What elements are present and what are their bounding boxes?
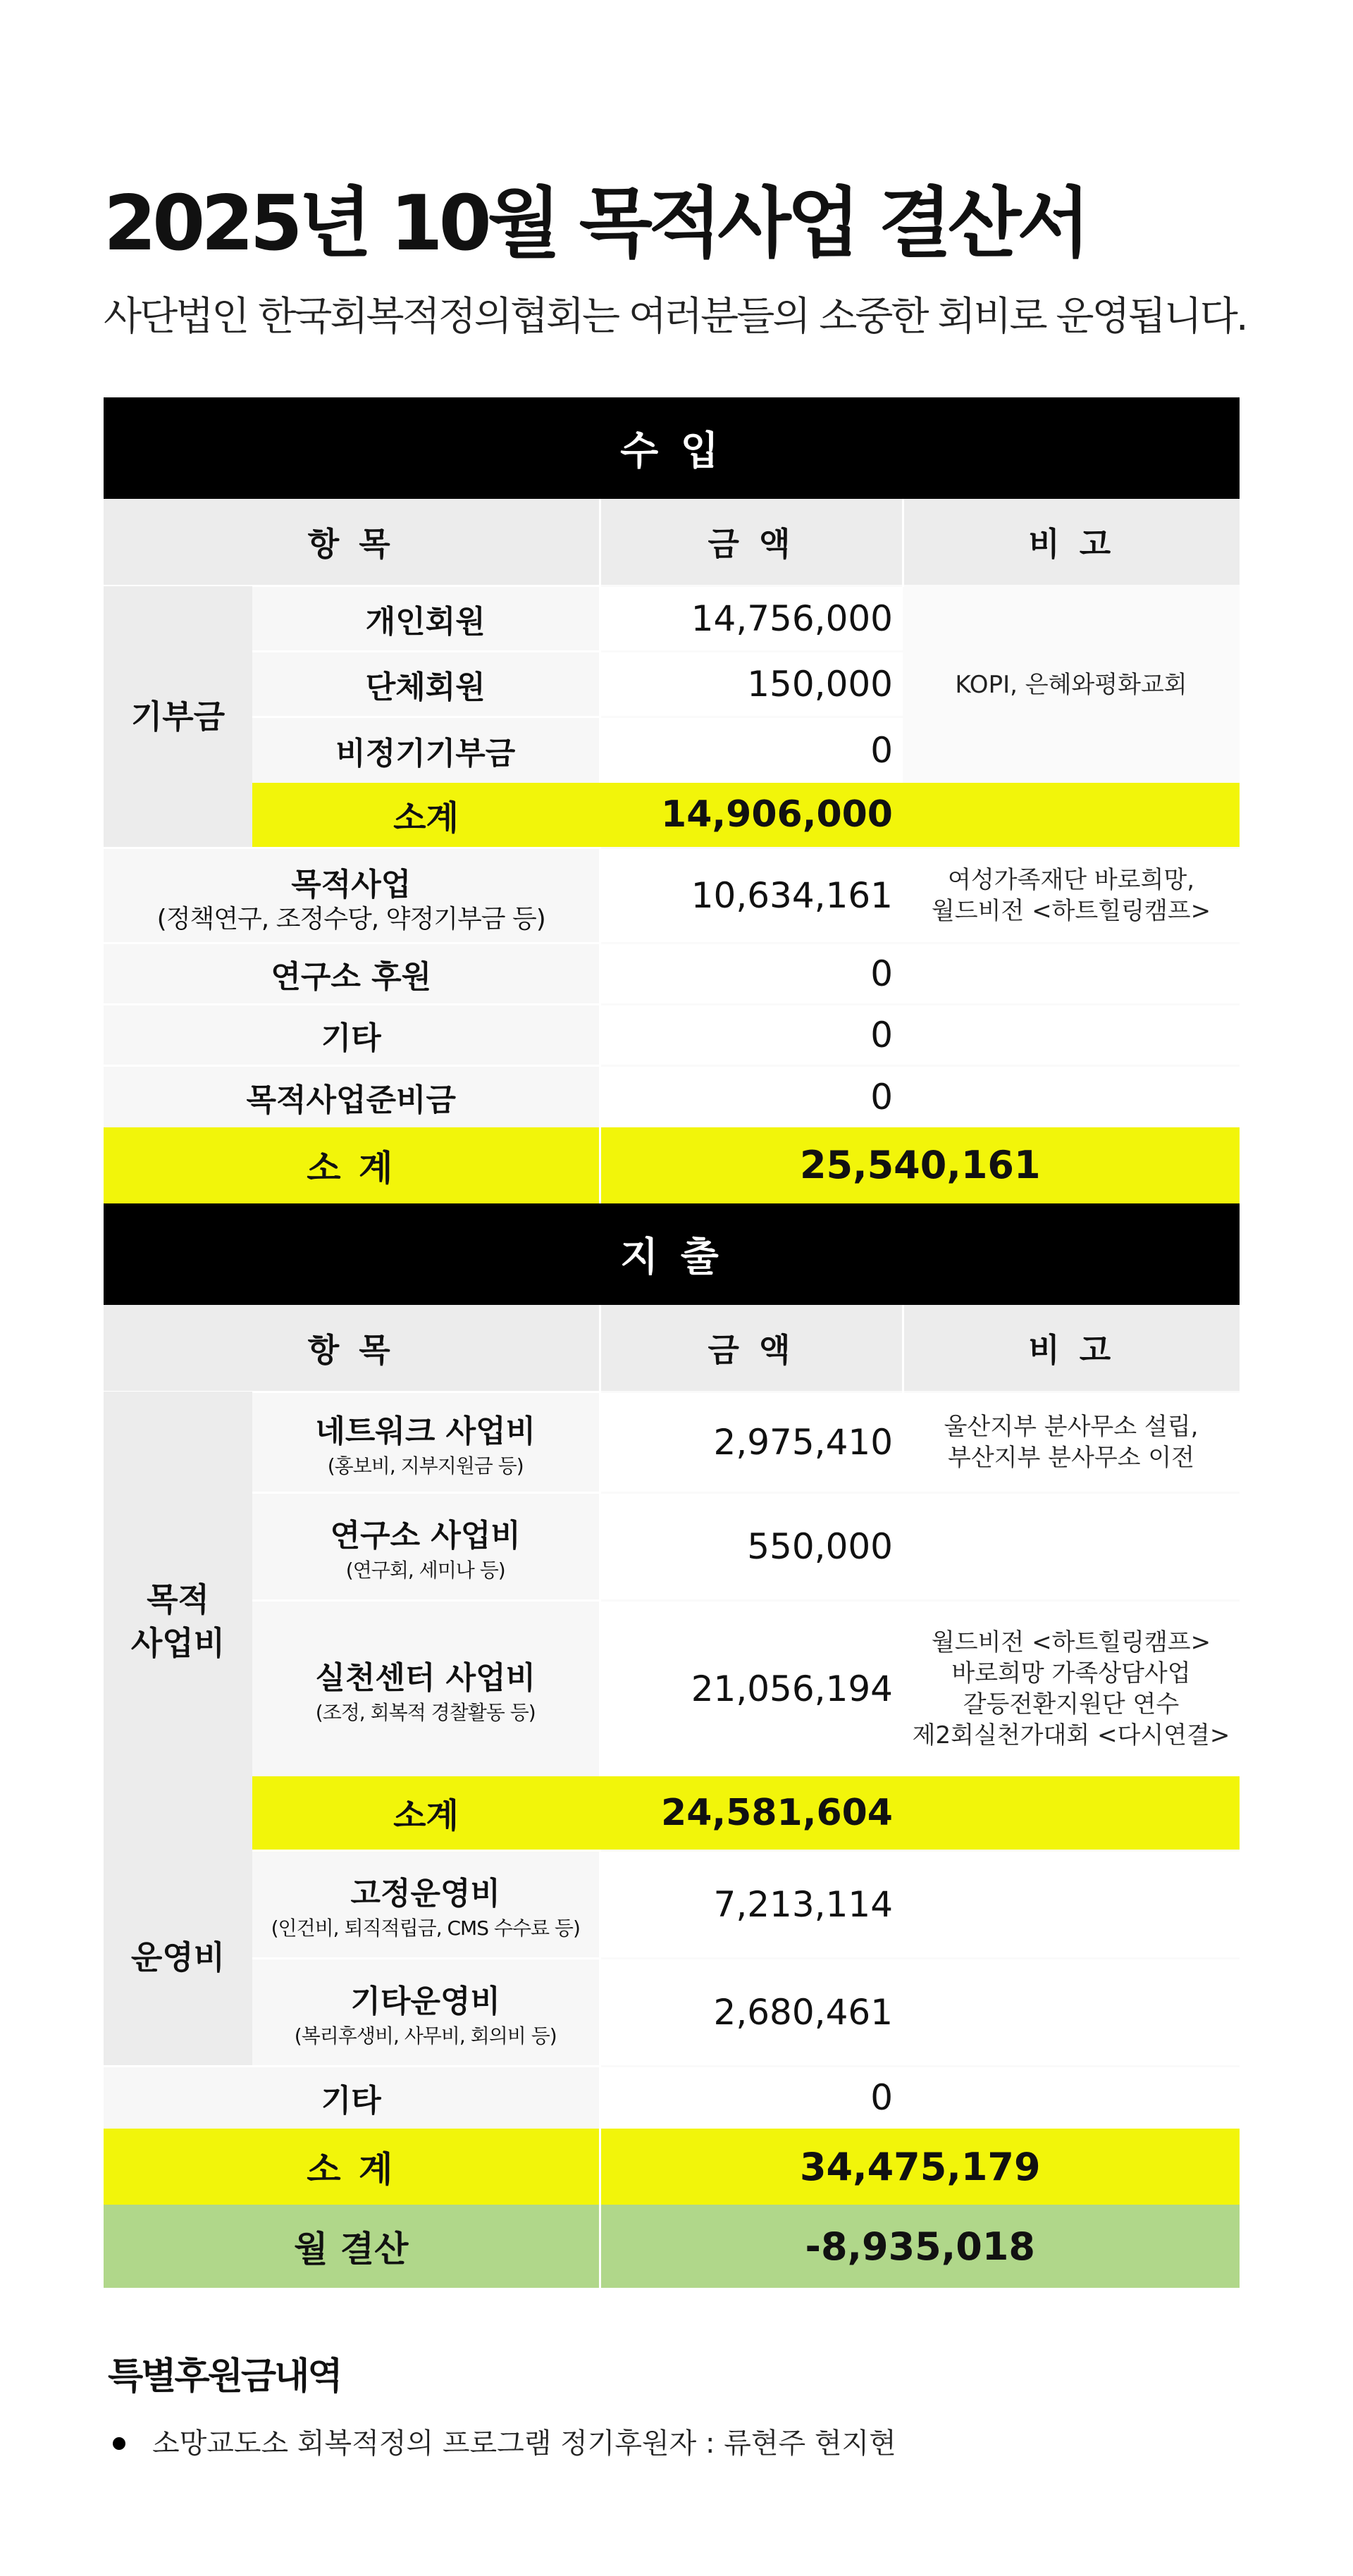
research-expense-label [252,1492,600,1600]
note-line: 갈등전환지원단 연수 [963,1690,1180,1719]
row-label: 고정운영비 [350,1875,501,1912]
expense-column-header [104,1305,1240,1392]
row-note-empty [903,1066,1240,1127]
expense-col-item: 항 목 [104,1305,600,1392]
donation-note: KOPI, 은혜와평화교회 [903,586,1240,783]
row-amount: 14,756,000 [600,586,903,652]
subtotal-label: 소계 [252,1776,600,1850]
row-label: 비정기기부금 [252,717,600,783]
row-amount: 2,680,461 [600,1958,903,2066]
table-row [104,1958,1240,2066]
practice-center-expense-note [903,1600,1240,1776]
monthly-balance-row [104,2205,1240,2288]
subtotal-amount: 24,581,604 [600,1776,903,1850]
expense-total-amount: 34,475,179 [600,2129,1240,2205]
row-label: 네트워크 사업비 [315,1413,536,1449]
subtotal-note-empty [903,783,1240,848]
row-amount: 0 [600,943,903,1005]
monthly-balance-amount: -8,935,018 [600,2205,1240,2288]
group-label-line: 사업비 [130,1623,226,1662]
row-amount: 550,000 [600,1492,903,1600]
table-row [104,848,1240,943]
row-note-empty [903,2066,1240,2129]
subtotal-amount: 14,906,000 [600,783,903,848]
page-subtitle: 사단법인 한국회복적정의협회는 여러분들의 소중한 회비로 운영됩니다. [104,294,1247,340]
table-row [104,1492,1240,1600]
donation-group-label: 기부금 [104,586,252,848]
row-sublabel: (조정, 회복적 경찰활동 등) [315,1700,536,1724]
purpose-income-label [104,848,600,943]
row-sublabel: (연구회, 세미나 등) [345,1558,505,1582]
table-row [104,1850,1240,1958]
subtotal-note-empty [903,1776,1240,1850]
donation-subtotal-row [104,783,1240,848]
income-section-header [104,397,1240,499]
operating-group-label: 운영비 [104,1850,252,2066]
note-line: 월드비전 <하트힐링캠프> [931,1628,1211,1657]
bullet-icon [113,2437,125,2450]
fixed-operating-label [252,1850,600,1958]
table-row [104,943,1240,1005]
table-row [104,1066,1240,1127]
row-sublabel: (정책연구, 조정수당, 약정기부금 등) [156,905,545,934]
row-amount: 10,634,161 [600,848,903,943]
row-amount: 0 [600,2066,903,2129]
note-line: 울산지부 분사무소 설립, [944,1412,1199,1441]
income-total-amount: 25,540,161 [600,1127,1240,1203]
note-line: 여성가족재단 바로희망, [947,866,1195,894]
row-amount: 21,056,194 [600,1600,903,1776]
note-line: 부산지부 분사무소 이전 [947,1443,1195,1472]
group-label-line: 목적 [147,1580,209,1618]
row-amount: 0 [600,1005,903,1066]
table-row [104,1600,1240,1776]
row-label: 기타운영비 [350,1983,501,2019]
row-note-empty [903,1492,1240,1600]
row-note-empty [903,1005,1240,1066]
row-label: 기타 [104,2066,600,2129]
page-title: 2025년 10월 목적사업 결산서 [104,180,1087,268]
expense-section-title: 지 출 [104,1203,1240,1305]
income-section-title: 수 입 [104,397,1240,499]
expense-col-amount: 금 액 [600,1305,903,1392]
special-donation-title: 특별후원금내역 [108,2355,341,2398]
row-label: 실천센터 사업비 [315,1659,536,1696]
table-row [104,586,1240,652]
purpose-expense-group-label [104,1392,252,1850]
row-amount: 0 [600,717,903,783]
income-column-header [104,499,1240,586]
row-label: 개인회원 [252,586,600,652]
income-col-note: 비 고 [903,499,1240,586]
row-sublabel: (인건비, 퇴직적립금, CMS 수수료 등) [271,1916,580,1940]
special-donor-text: 소망교도소 회복적정의 프로그램 정기후원자 : 류현주 현지현 [152,2427,896,2460]
note-line: 바로희망 가족상담사업 [951,1659,1191,1688]
settlement-table [104,397,1240,2288]
note-line: 월드비전 <하트힐링캠프> [931,897,1211,925]
note-line: 제2회실천가대회 <다시연결> [912,1721,1230,1750]
row-label: 목적사업준비금 [104,1066,600,1127]
list-item [113,2424,896,2463]
practice-center-expense-label [252,1600,600,1776]
row-note-empty [903,943,1240,1005]
row-amount: 7,213,114 [600,1850,903,1958]
expense-total-label: 소 계 [104,2129,600,2205]
row-note-empty [903,1958,1240,2066]
income-col-item: 항 목 [104,499,600,586]
table-row [104,1392,1240,1492]
row-sublabel: (복리후생비, 사무비, 회의비 등) [294,2024,557,2048]
monthly-balance-label: 월 결산 [104,2205,600,2288]
row-label: 연구소 후원 [104,943,600,1005]
row-label: 단체회원 [252,652,600,717]
purpose-expense-subtotal-row [104,1776,1240,1850]
income-col-amount: 금 액 [600,499,903,586]
other-operating-label [252,1958,600,2066]
table-row [104,1005,1240,1066]
row-label: 연구소 사업비 [330,1517,521,1554]
expense-col-note: 비 고 [903,1305,1240,1392]
network-expense-label [252,1392,600,1492]
row-amount: 150,000 [600,652,903,717]
expense-total-row [104,2129,1240,2205]
income-total-row [104,1127,1240,1203]
row-label: 목적사업 [291,867,412,903]
row-note-empty [903,1850,1240,1958]
expense-section-header [104,1203,1240,1305]
subtotal-label: 소계 [252,783,600,848]
income-total-label: 소 계 [104,1127,600,1203]
row-label: 기타 [104,1005,600,1066]
row-sublabel: (홍보비, 지부지원금 등) [327,1454,524,1478]
row-amount: 2,975,410 [600,1392,903,1492]
row-amount: 0 [600,1066,903,1127]
purpose-income-note [903,848,1240,943]
network-expense-note [903,1392,1240,1492]
special-donation-list [113,2424,896,2463]
table-row [104,2066,1240,2129]
